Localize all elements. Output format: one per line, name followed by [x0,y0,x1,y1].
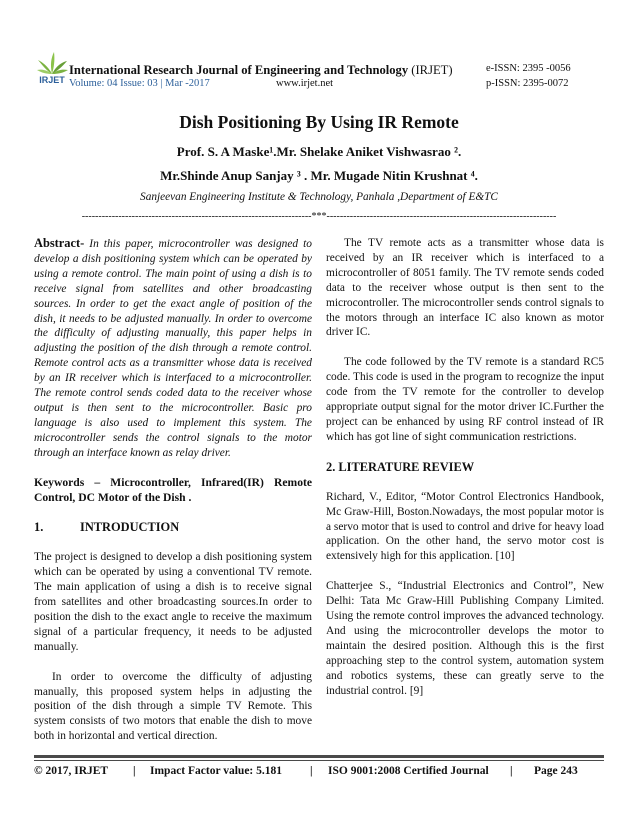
e-issn: e-ISSN: 2395 -0056 [486,63,571,74]
literature-paragraph-2: Chatterjee S., “Industrial Electronics and Control”, New Delhi: Tata Mc Graw-Hill Publishing Company Limited. Using the remote control improves the advanced technology. And using the microcontroller develops the motor to maintain the desired position. Although this is the first approaching step to the control system, automation system and robotics systems, these can greatly serve to the industrial control. [9] [326,580,604,697]
p-issn: p-ISSN: 2395-0072 [486,78,569,89]
journal-website-link[interactable]: www.irjet.net [276,78,334,89]
footer-rule-thick [34,755,604,758]
abstract [34,236,312,461]
footer-rule-thin [34,760,604,761]
section-heading-literature-review: 2. LITERATURE REVIEW [326,459,475,474]
abstract-label: Abstract- [34,236,85,250]
affiliation: Sanjeevan Engineering Institute & Technology, Panhala ,Department of E&TC [140,191,498,203]
footer-separator: | [310,765,313,777]
journal-title [69,63,453,78]
left-column [34,236,312,744]
body-paragraph-1: The TV remote acts as a transmitter whose data is received by an IR receiver which is interfaced to a microcontroller of 8051 family. The TV remote sends coded data to the receiver whose output is then sent to the microcontroller. The microcontroller sends control signals to the motors through an interface IC also known as motor driver IC. [326,237,604,339]
abstract-text: In this paper, microcontroller was designed to develop a dish positioning system which can be operated by using a remote control. The main point of using a dish is to receive signal from satellites and other broadcasting sources. In order to get the exact angle of position of the dish, it needs to be adjusted manually. In order to overcome the difficulty of adjusting manually, this paper helps in adjusting the position of the dish through a remote control. Remote control acts as a transmitter whose data is received by an IR receiver which is interfaced to a microcontroller. The remote control sends coded data to the receiver whose output is then sent to the microcontroller. Basic pro language is also used to implement this system. The microcontroller sends the control signals to the motor through an interface known as relay driver. [34,238,312,459]
section-title: INTRODUCTION [80,520,180,535]
authors-line-2: Mr.Shinde Anup Sanjay ³ . Mr. Mugade Nitin Krushnat ⁴. [160,168,478,183]
footer-copyright: © 2017, IRJET [34,765,109,777]
journal-name: International Research Journal of Engineering and Technology [69,63,409,77]
footer-page-number: Page 243 [534,765,578,777]
section-heading-introduction [34,520,312,535]
paper-title: Dish Positioning By Using IR Remote [179,112,459,132]
section-number: 1. [34,520,44,535]
right-column [326,236,604,698]
keywords: Keywords – Microcontroller, Infrared(IR) Remote Control, DC Motor of the Dish . [34,475,312,504]
footer-separator: | [133,765,136,777]
body-paragraph-2: The code followed by the TV remote is a standard RC5 code. This code is used in the program to recognize the input code from the TV remote for the controller to develop appropriate output signal for the motor driver IC.Further the project can be enhanced by using RF control instead of IR which has got line of sight communication restrictions. [326,356,604,443]
section-separator: ---------------------------------------------------------------------***--------------------------------------------------------------------- [81,211,557,222]
literature-paragraph-1: Richard, V., Editor, “Motor Control Electronics Handbook, Mc Graw-Hill, Boston.Nowadays, the most popular motor is a servo motor that is used to control and drive for heavy load application. On the other hand, the servo motor cost is extensively high for this application. [10] [326,490,604,563]
intro-paragraph-1: The project is designed to develop a dish positioning system which can be operated by using a conventional TV remote. The main application of using a dish is to receive signal from satellites and other broadcasting sources.In order to position the dish to the exact angle to receive the maximum signal of a particular frequency, it needs to be adjusted manually. [34,551,312,653]
logo-text: IRJET [39,75,65,85]
journal-logo [34,50,70,86]
journal-abbr: (IRJET) [411,63,453,77]
footer-iso: ISO 9001:2008 Certified Journal [328,765,489,777]
volume-info: Volume: 04 Issue: 03 | Mar -2017 [69,78,210,89]
intro-paragraph-2: In order to overcome the difficulty of adjusting manually, this proposed system helps in adjusting the position of the dish through a simple TV Remote. This system consists of two motors that enable the dish to move both in horizontal and vertical direction. [34,670,312,743]
footer-separator: | [510,765,513,777]
footer-impact-factor: Impact Factor value: 5.181 [150,765,283,777]
authors-line-1: Prof. S. A Maske¹.Mr. Shelake Aniket Vishwasrao ². [176,144,462,159]
